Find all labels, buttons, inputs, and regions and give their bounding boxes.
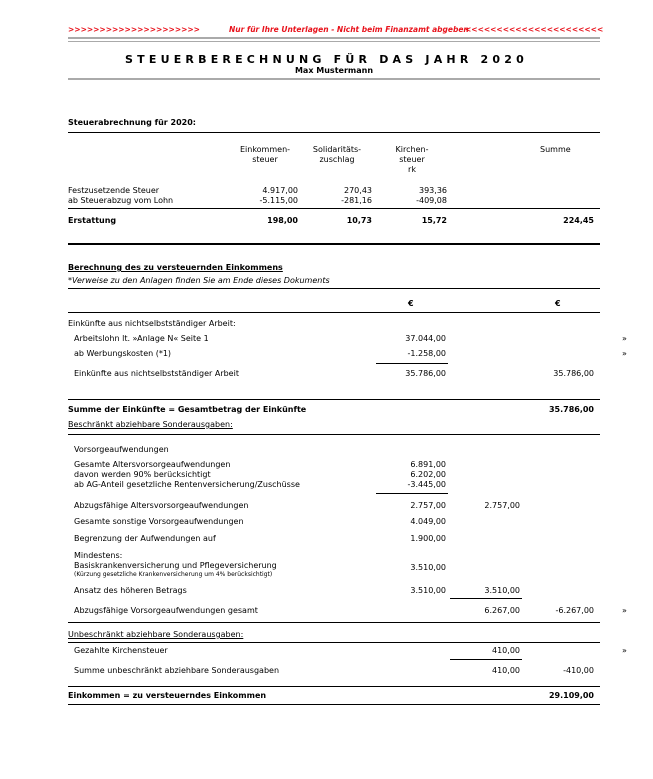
einkuenfte-heading: Einkünfte aus nichtselbstständiger Arbeit:	[68, 319, 236, 328]
mindestens-label: Mindestens:	[74, 551, 123, 560]
erstattung-kist: 15,72	[421, 216, 447, 225]
summe-einkuenfte-label: Summe der Einkünfte = Gesamtbetrag der Einkünfte	[68, 405, 307, 414]
einkuenfte-total-value: 35.786,00	[405, 369, 446, 378]
vorsorge-reference-arrow[interactable]: »	[622, 606, 627, 615]
beschraenkt-rule	[68, 434, 600, 435]
erstattung-soli: 10,73	[346, 216, 372, 225]
einkommen-bottom-rule	[68, 704, 600, 705]
alters-gesamt-value: 6.891,00	[410, 460, 446, 469]
alters-90-value: 6.202,00	[410, 470, 446, 479]
sonstige-value: 4.049,00	[410, 517, 446, 526]
ag-anteil-value: -3.445,00	[407, 480, 446, 489]
unbeschraenkt-top-rule	[68, 622, 600, 623]
currency-col3: €	[555, 299, 561, 308]
werbungskosten-value: -1.258,00	[407, 349, 446, 358]
abrechnung-end-rule	[68, 243, 600, 245]
basiskranken-label: Basiskrankenversicherung und Pflegeversicherung	[74, 561, 277, 570]
erstattung-summe: 224,45	[563, 216, 594, 225]
mindestens-value: 3.510,00	[410, 563, 446, 572]
header-rule	[68, 78, 600, 80]
berechnung-rule	[68, 288, 600, 289]
summe-unbeschraenkt-summe: -410,00	[563, 666, 594, 675]
ansatz-label: Ansatz des höheren Betrags	[74, 586, 187, 595]
abzugsfaehig-vorsorge-value: 6.267,00	[484, 606, 520, 615]
kirchensteuer-subtotal-rule	[450, 659, 522, 660]
kirchensteuer-value: 410,00	[492, 646, 520, 655]
col-summe: Summe	[540, 145, 571, 154]
banner-right-arrows: <<<<<<<<<<<<<<<<<<<<<<	[465, 25, 604, 34]
festzusetzende-kist: 393,36	[419, 186, 447, 195]
unbeschraenkt-rule	[68, 642, 600, 643]
vorsorge-heading: Vorsorgeaufwendungen	[74, 445, 169, 454]
festzusetzende-soli: 270,43	[344, 186, 372, 195]
einkuenfte-total-summe: 35.786,00	[553, 369, 594, 378]
col-einkommensteuer: Einkommen- steuer	[239, 145, 291, 164]
vorsorge-subtotal-rule	[450, 598, 522, 599]
erstattung-label: Erstattung	[68, 216, 117, 225]
alters-gesamt-label: Gesamte Altersvorsorgeaufwendungen	[74, 460, 231, 469]
arbeitslohn-label: Arbeitslohn lt. »Anlage N« Seite 1	[74, 334, 209, 343]
kuerzung-note: (Kürzung gesetzliche Krankenversicherung um 4% berücksichtigt)	[74, 571, 273, 578]
steuerabzug-kist: -409,08	[416, 196, 447, 205]
summe-unbeschraenkt-value: 410,00	[492, 666, 520, 675]
currency-rule	[68, 312, 600, 313]
abzugsfaehig-vorsorge-label: Abzugsfähige Vorsorgeaufwendungen gesamt	[74, 606, 258, 615]
abrechnung-rule-2	[68, 208, 600, 209]
kirchensteuer-reference-arrow[interactable]: »	[622, 646, 627, 655]
arbeitslohn-reference-arrow[interactable]: »	[622, 334, 627, 343]
ansatz-value: 3.510,00	[410, 586, 446, 595]
col-kirchensteuer: Kirchen- steuer rk	[395, 145, 429, 174]
abzugsfaehig-alters-label: Abzugsfähige Altersvorsorgeaufwendungen	[74, 501, 249, 510]
beschraenkt-heading: Beschränkt abziehbare Sonderausgaben:	[68, 420, 233, 429]
abzugsfaehig-vorsorge-summe: -6.267,00	[555, 606, 594, 615]
begrenzung-value: 1.900,00	[410, 534, 446, 543]
steuerabzug-est: -5.115,00	[259, 196, 298, 205]
page-title: STEUERBERECHNUNG FÜR DAS JAHR 2020	[125, 53, 528, 66]
einkommen-label: Einkommen = zu versteuerndes Einkommen	[68, 691, 267, 700]
steuerabzug-soli: -281,16	[341, 196, 372, 205]
werbungskosten-reference-arrow[interactable]: »	[622, 349, 627, 358]
banner-text: Nur für Ihre Unterlagen - Nicht beim Finanzamt abgeben	[229, 25, 469, 34]
banner-left-arrows: >>>>>>>>>>>>>>>>>>>>>	[68, 25, 200, 34]
abzugsfaehig-alters-value2: 2.757,00	[484, 501, 520, 510]
col-solidaritaetszuschlag: Solidaritäts- zuschlag	[312, 145, 362, 164]
einkuenfte-subtotal-rule	[376, 363, 448, 364]
taxpayer-name: Max Mustermann	[294, 66, 374, 75]
ag-anteil-label: ab AG-Anteil gesetzliche Rentenversicherung/Zuschüsse	[74, 480, 300, 489]
werbungskosten-label: ab Werbungskosten (*1)	[74, 349, 172, 358]
abrechnung-rule	[68, 132, 600, 133]
abrechnung-heading: Steuerabrechnung für 2020:	[68, 118, 196, 127]
banner-rule	[68, 37, 600, 39]
einkommen-summe: 29.109,00	[548, 691, 594, 700]
sonstige-label: Gesamte sonstige Vorsorgeaufwendungen	[74, 517, 244, 526]
summe-unbeschraenkt-label: Summe unbeschränkt abziehbare Sonderausgaben	[74, 666, 280, 675]
steuerabzug-label: ab Steuerabzug vom Lohn	[68, 196, 174, 205]
festzusetzende-est: 4.917,00	[262, 186, 298, 195]
begrenzung-label: Begrenzung der Aufwendungen auf	[74, 534, 216, 543]
summe-einkuenfte-value: 35.786,00	[548, 405, 594, 414]
kirchensteuer-label: Gezahlte Kirchensteuer	[74, 646, 168, 655]
einkommen-rule	[68, 686, 600, 687]
berechnung-note: *Verweise zu den Anlagen finden Sie am Ende dieses Dokuments	[68, 276, 330, 285]
festzusetzende-label: Festzusetzende Steuer	[68, 186, 160, 195]
ansatz-value2: 3.510,00	[484, 586, 520, 595]
berechnung-heading: Berechnung des zu versteuernden Einkommens	[68, 263, 283, 272]
abzugsfaehig-alters-value: 2.757,00	[410, 501, 446, 510]
alters-90-label: davon werden 90% berücksichtigt	[74, 470, 211, 479]
arbeitslohn-value: 37.044,00	[405, 334, 446, 343]
unbeschraenkt-heading: Unbeschränkt abziehbare Sonderausgaben:	[68, 630, 244, 639]
banner-rule-2	[68, 41, 600, 42]
einkuenfte-total-label: Einkünfte aus nichtselbstständiger Arbeit	[74, 369, 239, 378]
erstattung-est: 198,00	[267, 216, 298, 225]
alters-subtotal-rule	[376, 493, 448, 494]
currency-col1: €	[408, 299, 414, 308]
summe-einkuenfte-rule	[68, 399, 600, 400]
